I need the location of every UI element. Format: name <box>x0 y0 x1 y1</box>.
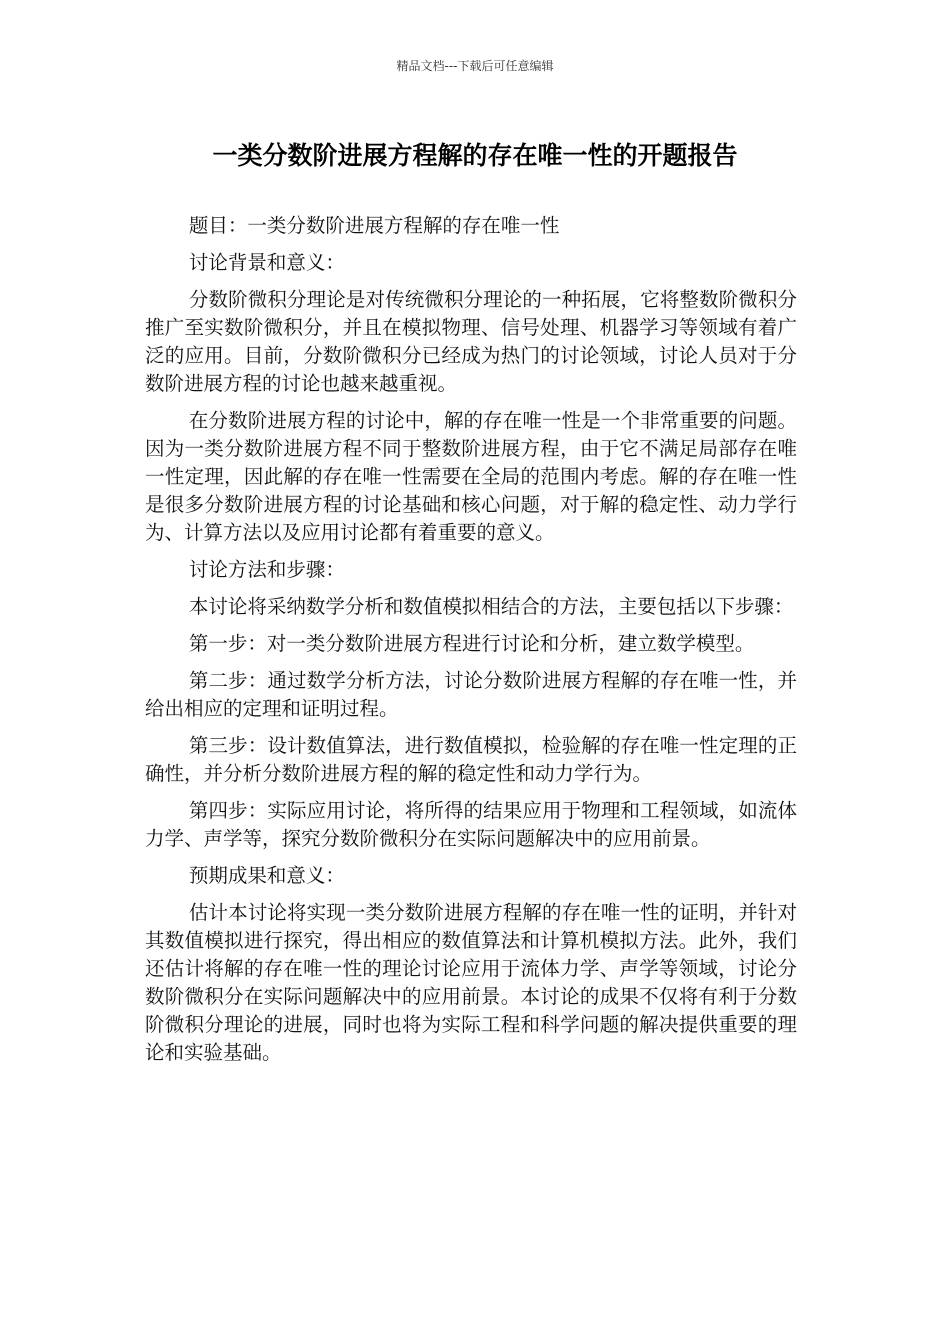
paragraph-methods-intro: 本讨论将采纳数学分析和数值模拟相结合的方法，主要包括以下步骤： <box>188 595 794 618</box>
paragraph-background-2: 在分数阶进展方程的讨论中，解的存在唯一性是一个非常重要的问题。因为一类分数阶进展方程不同于整数阶进展方程，由于它不满足局部存在唯一性定理，因此解的存在唯一性需要在全局的范围内考虑。解的存在唯一性是很多分数阶进展方程的讨论基础和核心问题，对于解的稳定性、动力学行为、计算方法以及应用讨论都有着重要的意义。 <box>145 409 797 544</box>
step-2: 第二步：通过数学分析方法，讨论分数阶进展方程解的存在唯一性，并给出相应的定理和证明过程。 <box>145 669 797 720</box>
topic-line: 题目：一类分数阶进展方程解的存在唯一性 <box>188 214 560 237</box>
step-1: 第一步：对一类分数阶进展方程进行讨论和分析，建立数学模型。 <box>188 632 755 655</box>
paragraph-background-1: 分数阶微积分理论是对传统微积分理论的一种拓展，它将整数阶微积分推广至实数阶微积分，并且在模拟物理、信号处理、机器学习等领域有着广泛的应用。目前，分数阶微积分已经成为热门的讨论领域，讨论人员对于分数阶进展方程的讨论也越来越重视。 <box>145 288 797 395</box>
step-4: 第四步：实际应用讨论，将所得的结果应用于物理和工程领域，如流体力学、声学等，探究分数阶微积分在实际问题解决中的应用前景。 <box>145 799 797 850</box>
section-heading-methods: 讨论方法和步骤： <box>188 558 345 581</box>
document-title: 一类分数阶进展方程解的存在唯一性的开题报告 <box>212 141 738 170</box>
section-heading-outcomes: 预期成果和意义： <box>188 864 345 887</box>
document-body <box>145 212 797 1076</box>
header-note: 精品文档---下载后可任意编辑 <box>396 59 554 73</box>
paragraph-outcomes: 估计本讨论将实现一类分数阶进展方程解的存在唯一性的证明，并针对其数值模拟进行探究，得出相应的数值算法和计算机模拟方法。此外，我们还估计将解的存在唯一性的理论讨论应用于流体力学、声学等领域，讨论分数阶微积分在实际问题解决中的应用前景。本讨论的成果不仅将有利于分数阶微积分理论的进展，同时也将为实际工程和科学问题的解决提供重要的理论和实验基础。 <box>145 901 797 1064</box>
step-3: 第三步：设计数值算法，进行数值模拟，检验解的存在唯一性定理的正确性，并分析分数阶进展方程的解的稳定性和动力学行为。 <box>145 734 797 785</box>
section-heading-background: 讨论背景和意义： <box>188 251 345 274</box>
